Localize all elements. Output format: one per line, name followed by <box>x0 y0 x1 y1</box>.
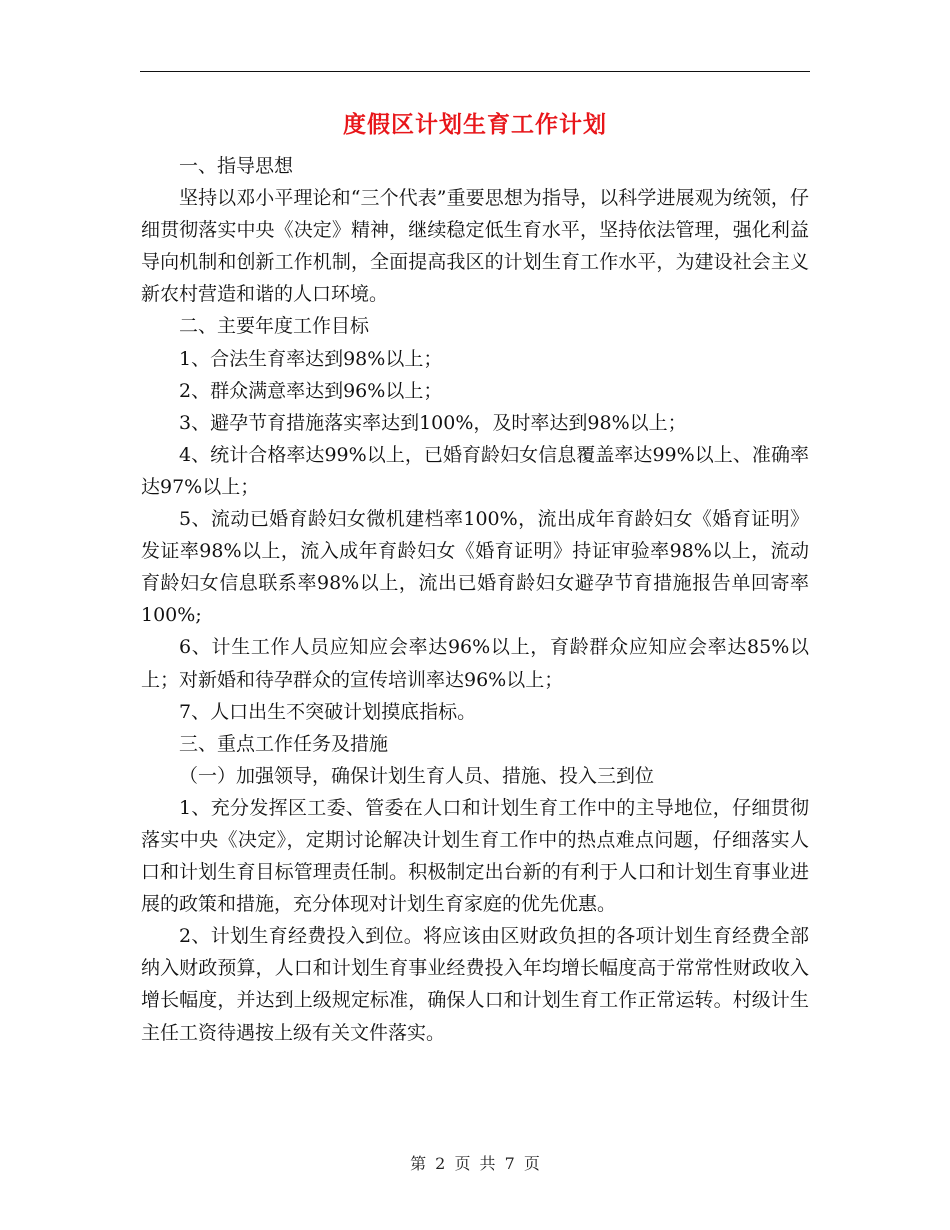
section-heading-guiding-thought: 一、指导思想 <box>179 155 294 177</box>
document-title: 度假区计划生育工作计划 <box>343 112 607 138</box>
task-item-2: 2、计划生育经费投入到位。将应该由区财政负担的各项计划生育经费全部纳入财政预算，人口和计划生育事业经费投入年均增长幅度高于常常性财政收入增长幅度，并达到上级规定标准，确保人口和计划生育工作正常运转。村级计生主任工资待遇按上级有关文件落实。 <box>141 925 809 1044</box>
subsection-heading-leadership: （一）加强领导，确保计划生育人员、措施、投入三到位 <box>179 764 655 787</box>
section-heading-key-tasks: 三、重点工作任务及措施 <box>179 732 389 755</box>
goal-item-4: 4、统计合格率达99%以上，已婚育龄妇女信息覆盖率达99%以上、准确率达97%以上； <box>141 443 809 498</box>
goal-item-2: 2、群众满意率达到96%以上； <box>179 379 443 402</box>
page-number-footer: 第 2 页 共 7 页 <box>410 1154 540 1173</box>
goal-item-3: 3、避孕节育措施落实率达到100%，及时率达到98%以上； <box>179 411 687 434</box>
goal-item-7: 7、人口出生不突破计划摸底指标。 <box>179 700 477 723</box>
goal-item-1: 1、合法生育率达到98%以上； <box>179 347 443 370</box>
header-rule <box>140 71 810 72</box>
paragraph-guiding-thought: 坚持以邓小平理论和“三个代表”重要思想为指导，以科学进展观为统领，仔细贯彻落实中央《决定》精神，继续稳定低生育水平，坚持依法管理，强化利益导向机制和创新工作机制，全面提高我区的计划生育工作水平，为建设社会主义新农村营造和谐的人口环境。 <box>141 187 809 306</box>
section-heading-annual-goals: 二、主要年度工作目标 <box>179 315 370 338</box>
task-item-1: 1、充分发挥区工委、管委在人口和计划生育工作中的主导地位，仔细贯彻落实中央《决定》，定期讨论解决计划生育工作中的热点难点问题，仔细落实人口和计划生育目标管理责任制。积极制定出台新的有利于人口和计划生育事业进展的政策和措施，充分体现对计划生育家庭的优先优惠。 <box>141 796 809 916</box>
document-body <box>141 150 809 1049</box>
goal-item-5: 5、流动已婚育龄妇女微机建档率100%，流出成年育龄妇女《婚育证明》发证率98%以上，流入成年育龄妇女《婚育证明》持证审验率98%以上，流动育龄妇女信息联系率98%以上，流出已婚育龄妇女避孕节育措施报告单回寄率100%; <box>141 508 809 627</box>
goal-item-6: 6、计生工作人员应知应会率达96%以上，育龄群众应知应会率达85%以上；对新婚和待孕群众的宣传培训率达96%以上； <box>141 636 809 691</box>
